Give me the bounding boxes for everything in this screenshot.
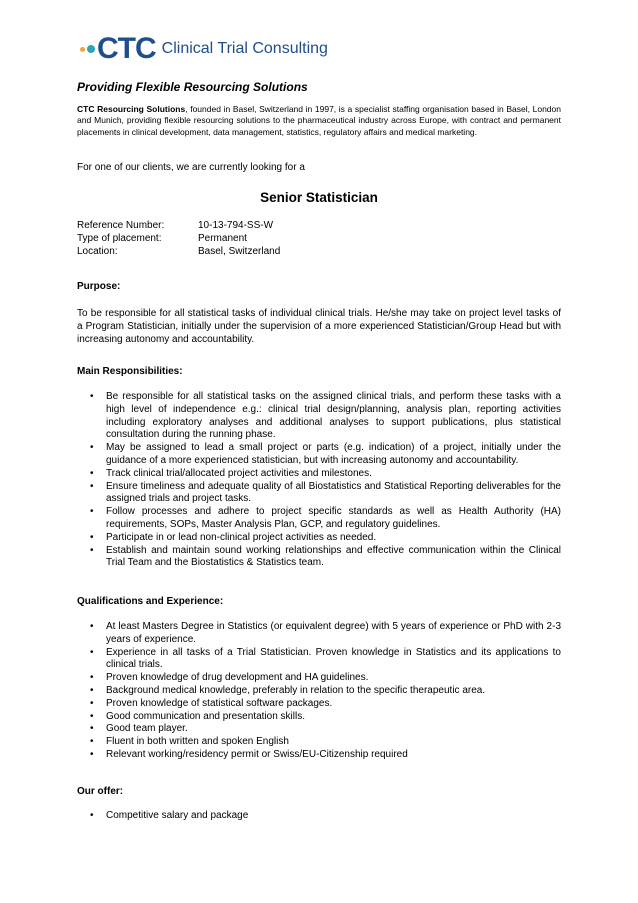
page-heading: Providing Flexible Resourcing Solutions — [77, 80, 308, 94]
fact-value: 10-13-794-SS-W — [198, 220, 274, 231]
fact-label: Location: — [77, 246, 118, 257]
list-item: • Good communication and presentation skills. — [77, 711, 561, 724]
list-item: • Good team player. — [77, 723, 561, 736]
logo-name: Clinical Trial Consulting — [161, 40, 328, 57]
fact-row — [77, 219, 280, 232]
company-logo — [80, 34, 328, 64]
qualifications-heading: Qualifications and Experience: — [77, 596, 224, 607]
responsibilities-list — [77, 391, 561, 570]
list-item: • Proven knowledge of statistical software packages. — [77, 698, 561, 711]
fact-row — [77, 232, 280, 245]
company-name: CTC Resourcing Solutions — [77, 104, 186, 114]
fact-label: Type of placement: — [77, 233, 162, 244]
company-description: , founded in Basel, Switzerland in 1997, is a specialist staffing organisation based in Basel, London and Munich, providing flexible resourcing solutions to the pharmaceutical industry across Europe, with contract and permanent placements in clinical development, data management, statistics, regulatory affairs and medical marketing. — [77, 104, 561, 137]
offer-heading: Our offer: — [77, 786, 124, 797]
list-item: • Be responsible for all statistical tasks on the assigned clinical trials, and perform these tasks with a high level of independence e.g.: clinical trial design/planning, analysis plan, reporting activities including exploratory analyses and additional analyses to support publications, plus statistical consultation during the running phase. — [77, 391, 561, 442]
purpose-heading: Purpose: — [77, 281, 121, 292]
list-item: • Track clinical trial/allocated project activities and milestones. — [77, 468, 561, 481]
company-intro — [77, 104, 561, 138]
list-item: • Fluent in both written and spoken English — [77, 736, 561, 749]
qualifications-list — [77, 621, 561, 762]
list-item: • Competitive salary and package — [77, 810, 561, 823]
list-item: • Relevant working/residency permit or Swiss/EU-Citizenship required — [77, 749, 561, 762]
fact-label: Reference Number: — [77, 220, 165, 231]
fact-value: Permanent — [198, 233, 247, 244]
list-item: • Participate in or lead non-clinical project activities as needed. — [77, 532, 561, 545]
list-item: • May be assigned to lead a small project or parts (e.g. indication) of a project, initially under the guidance of a more experienced statistician, but with increasing autonomy and accountability. — [77, 442, 561, 468]
fact-value: Basel, Switzerland — [198, 246, 281, 257]
responsibilities-heading: Main Responsibilities: — [77, 366, 183, 377]
logo-dots-icon — [80, 45, 97, 53]
purpose-text: To be responsible for all statistical tasks of individual clinical trials. He/she may take on project level tasks of a Program Statistician, initially under the supervision of a more experienced Statistician/Group Head but with increasing autonomy and accountability. — [77, 308, 561, 345]
logo-mark: CTC — [97, 32, 156, 65]
list-item: • Follow processes and adhere to project specific standards as well as Health Authority (HA) requirements, SOPs, Master Analysis Plan, GCP, and regulatory guidelines. — [77, 506, 561, 532]
list-item: • Background medical knowledge, preferably in relation to the specific therapeutic area. — [77, 685, 561, 698]
list-item: • Ensure timeliness and adequate quality of all Biostatistics and Statistical Reporting deliverables for the assigned trials and project tasks. — [77, 481, 561, 507]
fact-row — [77, 245, 280, 258]
lead-sentence: For one of our clients, we are currently looking for a — [77, 162, 305, 173]
offer-list — [77, 810, 561, 823]
list-item: • At least Masters Degree in Statistics (or equivalent degree) with 5 years of experience or PhD with 2-3 years of experience. — [77, 621, 561, 647]
list-item: • Establish and maintain sound working relationships and effective communication within the Clinical Trial Team and the Biostatistics & Statistics team. — [77, 545, 561, 571]
job-facts — [77, 219, 280, 258]
job-title: Senior Statistician — [260, 190, 378, 205]
list-item: • Proven knowledge of drug development and HA guidelines. — [77, 672, 561, 685]
list-item: • Experience in all tasks of a Trial Statistician. Proven knowledge in Statistics and its applications to clinical trials. — [77, 647, 561, 673]
